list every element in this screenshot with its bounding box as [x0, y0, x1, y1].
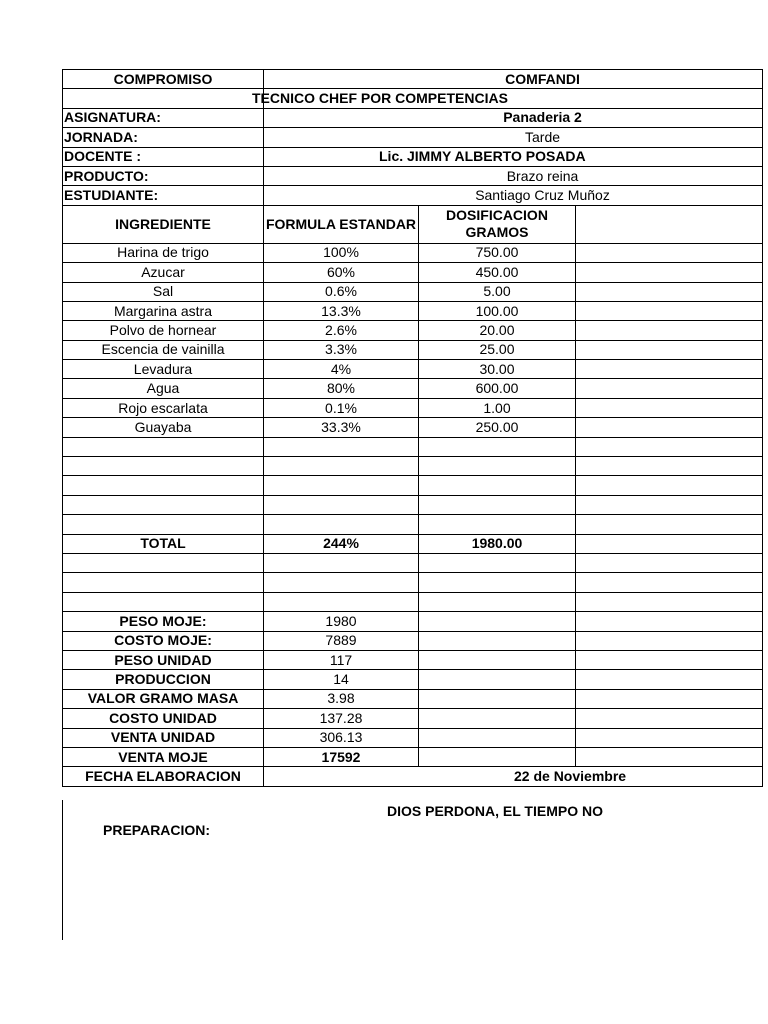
- program-title: TECNICO CHEF POR COMPETENCIAS: [252, 90, 508, 107]
- summary-value: 1980: [264, 612, 419, 631]
- summary-row: [63, 612, 763, 631]
- summary-extra: [419, 747, 576, 766]
- empty-cell: [264, 457, 419, 476]
- ingredient-extra: [576, 379, 763, 398]
- ingredient-row: [63, 282, 763, 301]
- ingredient-name: Margarina astra: [63, 301, 264, 320]
- empty-row: [63, 457, 763, 476]
- ingredient-row: [63, 379, 763, 398]
- ingredient-row: [63, 340, 763, 359]
- total-extra: [576, 534, 763, 553]
- empty-cell: [419, 437, 576, 456]
- empty-cell: [419, 476, 576, 495]
- empty-cell: [419, 457, 576, 476]
- ingredient-name: Levadura: [63, 360, 264, 379]
- empty-row: [63, 437, 763, 456]
- ingredient-formula: 3.3%: [264, 340, 419, 359]
- ingredient-grams: 750.00: [419, 243, 576, 262]
- empty-cell: [576, 457, 763, 476]
- empty-row: [63, 573, 763, 592]
- empty-cell: [63, 573, 264, 592]
- docente-value: Lic. JIMMY ALBERTO POSADA: [264, 147, 763, 166]
- empty-cell: [264, 592, 419, 611]
- summary-value: 17592: [264, 747, 419, 766]
- summary-row: [63, 650, 763, 669]
- empty-cell: [264, 495, 419, 514]
- empty-cell: [576, 515, 763, 534]
- summary-row: [63, 709, 763, 728]
- empty-cell: [419, 573, 576, 592]
- docente-label: DOCENTE :: [63, 147, 264, 166]
- empty-row: [63, 476, 763, 495]
- program-row: [63, 89, 763, 108]
- ingredient-formula: 33.3%: [264, 418, 419, 437]
- summary-extra: [419, 650, 576, 669]
- ingredient-formula: 100%: [264, 243, 419, 262]
- fecha-row: [63, 767, 763, 786]
- summary-value: 137.28: [264, 709, 419, 728]
- ingredient-formula: 13.3%: [264, 301, 419, 320]
- ingredient-name: Guayaba: [63, 418, 264, 437]
- summary-value: 306.13: [264, 728, 419, 747]
- motto-text: DIOS PERDONA, EL TIEMPO NO: [387, 803, 603, 819]
- fecha-label: FECHA ELABORACION: [63, 767, 264, 786]
- ingredient-extra: [576, 398, 763, 417]
- empty-cell: [576, 592, 763, 611]
- asignatura-row: [63, 108, 763, 127]
- summary-value: 3.98: [264, 689, 419, 708]
- program-blank: [63, 89, 264, 108]
- fecha-value: 22 de Noviembre: [264, 767, 763, 786]
- ingredient-row: [63, 360, 763, 379]
- ingredient-row: [63, 398, 763, 417]
- total-formula: 244%: [264, 534, 419, 553]
- summary-label: PESO UNIDAD: [63, 650, 264, 669]
- ingredient-extra: [576, 321, 763, 340]
- summary-extra: [576, 612, 763, 631]
- summary-extra: [576, 689, 763, 708]
- ingredient-grams: 450.00: [419, 263, 576, 282]
- ingredient-name: Azucar: [63, 263, 264, 282]
- ingredient-extra: [576, 360, 763, 379]
- total-label: TOTAL: [63, 534, 264, 553]
- ingredient-grams: 1.00: [419, 398, 576, 417]
- ingredient-grams: 30.00: [419, 360, 576, 379]
- empty-cell: [264, 553, 419, 572]
- summary-extra: [419, 709, 576, 728]
- summary-label: VENTA UNIDAD: [63, 728, 264, 747]
- ingredient-name: Agua: [63, 379, 264, 398]
- empty-row: [63, 495, 763, 514]
- summary-extra: [576, 631, 763, 650]
- empty-cell: [419, 592, 576, 611]
- ingredient-name: Polvo de hornear: [63, 321, 264, 340]
- compromiso-label: COMPROMISO: [63, 70, 264, 89]
- ingredient-grams: 250.00: [419, 418, 576, 437]
- summary-extra: [419, 631, 576, 650]
- summary-label: PESO MOJE:: [63, 612, 264, 631]
- ingredient-row: [63, 263, 763, 282]
- empty-cell: [419, 495, 576, 514]
- recipe-sheet-body: [63, 70, 763, 787]
- summary-extra: [576, 728, 763, 747]
- ingredient-grams: 600.00: [419, 379, 576, 398]
- summary-value: 7889: [264, 631, 419, 650]
- empty-cell: [576, 437, 763, 456]
- summary-label: VENTA MOJE: [63, 747, 264, 766]
- ingredient-grams: 5.00: [419, 282, 576, 301]
- ingredient-extra: [576, 263, 763, 282]
- ingredient-grams: 20.00: [419, 321, 576, 340]
- empty-cell: [576, 476, 763, 495]
- empty-cell: [63, 553, 264, 572]
- empty-cell: [419, 553, 576, 572]
- summary-value: 14: [264, 670, 419, 689]
- summary-label: COSTO UNIDAD: [63, 709, 264, 728]
- summary-extra: [419, 670, 576, 689]
- ingredient-formula: 4%: [264, 360, 419, 379]
- estudiante-row: [63, 186, 763, 205]
- summary-value: 117: [264, 650, 419, 669]
- summary-extra: [419, 728, 576, 747]
- ingredient-extra: [576, 418, 763, 437]
- empty-cell: [63, 592, 264, 611]
- preparacion-label: PREPARACION:: [103, 822, 211, 838]
- summary-extra: [419, 689, 576, 708]
- ingredient-grams: 25.00: [419, 340, 576, 359]
- summary-extra: [576, 709, 763, 728]
- ingredient-formula: 0.6%: [264, 282, 419, 301]
- ingredient-formula: 0.1%: [264, 398, 419, 417]
- jornada-value: Tarde: [264, 128, 763, 147]
- compromiso-value: COMFANDI: [264, 70, 763, 89]
- ingredient-name: Harina de trigo: [63, 243, 264, 262]
- ingredient-extra: [576, 282, 763, 301]
- empty-cell: [63, 457, 264, 476]
- docente-row: [63, 147, 763, 166]
- producto-row: [63, 166, 763, 185]
- empty-cell: [63, 476, 264, 495]
- empty-cell: [419, 515, 576, 534]
- header-extra-cell: [576, 205, 763, 243]
- left-border-line: [62, 800, 63, 940]
- estudiante-label: ESTUDIANTE:: [63, 186, 264, 205]
- empty-row: [63, 553, 763, 572]
- empty-cell: [264, 573, 419, 592]
- empty-cell: [576, 495, 763, 514]
- ingredient-name: Sal: [63, 282, 264, 301]
- ingredient-formula: 60%: [264, 263, 419, 282]
- summary-row: [63, 689, 763, 708]
- asignatura-value: Panaderia 2: [264, 108, 763, 127]
- ingredient-extra: [576, 340, 763, 359]
- empty-cell: [63, 495, 264, 514]
- summary-extra: [576, 747, 763, 766]
- ingredient-formula: 80%: [264, 379, 419, 398]
- ingredient-extra: [576, 301, 763, 320]
- recipe-sheet-table: [62, 69, 763, 787]
- column-header-row: [63, 205, 763, 243]
- jornada-row: [63, 128, 763, 147]
- summary-row: [63, 670, 763, 689]
- empty-cell: [63, 515, 264, 534]
- summary-row: [63, 631, 763, 650]
- summary-label: VALOR GRAMO MASA: [63, 689, 264, 708]
- jornada-label: JORNADA:: [63, 128, 264, 147]
- compromiso-row: [63, 70, 763, 89]
- ingredient-row: [63, 321, 763, 340]
- empty-row: [63, 515, 763, 534]
- summary-row: [63, 747, 763, 766]
- total-row: [63, 534, 763, 553]
- summary-extra: [576, 670, 763, 689]
- summary-extra: [419, 612, 576, 631]
- empty-cell: [264, 515, 419, 534]
- summary-row: [63, 728, 763, 747]
- ingredient-row: [63, 418, 763, 437]
- total-grams: 1980.00: [419, 534, 576, 553]
- estudiante-value: Santiago Cruz Muñoz: [264, 186, 763, 205]
- empty-cell: [576, 553, 763, 572]
- ingredient-row: [63, 301, 763, 320]
- producto-value: Brazo reina: [264, 166, 763, 185]
- empty-cell: [264, 437, 419, 456]
- ingredient-formula: 2.6%: [264, 321, 419, 340]
- empty-cell: [63, 437, 264, 456]
- ingredient-row: [63, 243, 763, 262]
- ingredient-name: Rojo escarlata: [63, 398, 264, 417]
- formula-header: FORMULA ESTANDAR: [264, 205, 419, 243]
- summary-label: PRODUCCION: [63, 670, 264, 689]
- empty-cell: [264, 476, 419, 495]
- producto-label: PRODUCTO:: [63, 166, 264, 185]
- ingredient-name: Escencia de vainilla: [63, 340, 264, 359]
- asignatura-label: ASIGNATURA:: [63, 108, 264, 127]
- empty-cell: [576, 573, 763, 592]
- ingredient-grams: 100.00: [419, 301, 576, 320]
- ingredient-extra: [576, 243, 763, 262]
- program-cell: [252, 89, 763, 108]
- dosificacion-header: DOSIFICACION GRAMOS: [419, 205, 576, 243]
- empty-row: [63, 592, 763, 611]
- summary-label: COSTO MOJE:: [63, 631, 264, 650]
- summary-extra: [576, 650, 763, 669]
- ingrediente-header: INGREDIENTE: [63, 205, 264, 243]
